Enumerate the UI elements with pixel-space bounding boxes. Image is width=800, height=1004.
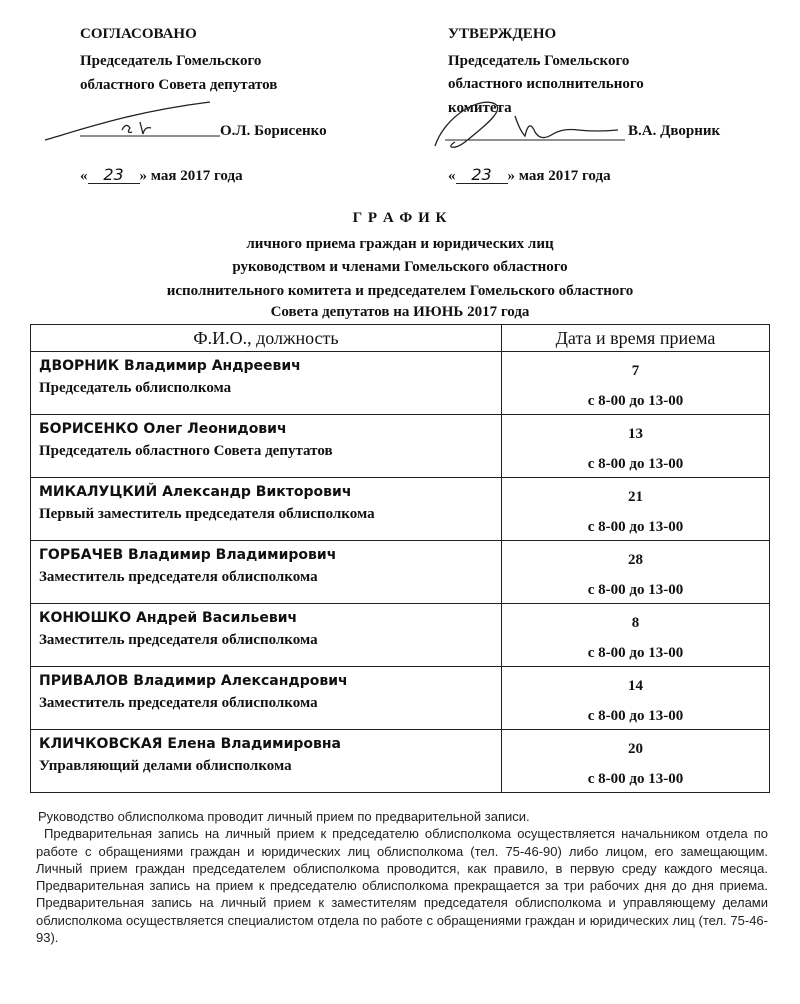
- name-cell: [31, 352, 502, 415]
- name-cell: [31, 478, 502, 541]
- person-position: Председатель областного Совета депутатов: [39, 443, 333, 459]
- date-quote-open: «: [448, 168, 456, 184]
- approval-line3-right: комитета: [448, 100, 512, 116]
- date-rest-left: » мая 2017 года: [139, 168, 243, 184]
- notes-section: [36, 808, 768, 946]
- table-row: [31, 415, 770, 478]
- title-line3: исполнительного комитета и председателем Гомельского областного: [166, 283, 634, 299]
- reception-time: с 8-00 до 13-00: [587, 645, 684, 661]
- table-row: [31, 730, 770, 793]
- reception-day: 20: [628, 741, 643, 757]
- person-name: ПРИВАЛОВ Владимир Александрович: [39, 673, 348, 689]
- table-row: [31, 667, 770, 730]
- reception-time: с 8-00 до 13-00: [587, 393, 684, 409]
- name-cell: [31, 415, 502, 478]
- name-cell: [31, 667, 502, 730]
- approval-heading-left: СОГЛАСОВАНО: [80, 26, 197, 42]
- person-position: Управляющий делами облисполкома: [39, 758, 292, 774]
- table-row: [31, 352, 770, 415]
- person-position: Заместитель председателя облисполкома: [39, 569, 318, 585]
- reception-day: 7: [631, 363, 640, 379]
- signature-right: [425, 96, 625, 156]
- title-line4: Совета депутатов на ИЮНЬ 2017 года: [270, 304, 530, 320]
- date-cell: [502, 478, 770, 541]
- date-rest-right: » мая 2017 года: [507, 168, 611, 184]
- reception-day: 13: [628, 426, 643, 442]
- reception-time: с 8-00 до 13-00: [587, 708, 684, 724]
- person-name: КОНЮШКО Андрей Васильевич: [39, 610, 298, 626]
- name-cell: [31, 541, 502, 604]
- column-header-date: Дата и время приема: [502, 325, 770, 352]
- signer-right: В.А. Дворник: [628, 123, 721, 139]
- reception-day: 21: [628, 489, 643, 505]
- person-name: КЛИЧКОВСКАЯ Елена Владимировна: [39, 736, 341, 752]
- person-name: МИКАЛУЦКИЙ Александр Викторович: [39, 484, 352, 500]
- approval-line1-right: Председатель Гомельского: [448, 53, 630, 69]
- date-day-right: 23: [456, 167, 508, 184]
- note-paragraph-2: Предварительная запись на личный прием к председателю облисполкома осуществляется начальником отдела по работе с обращениями граждан и юридических лиц облисполкома (тел. 75-46-90) либо лицом, его замещающим. Личный прием граждан председателем облисполкома проводится, как правило, в первую среду каждого месяца. Предварительная запись на прием к председателю облисполкома прекращается за три рабочих дня до дня приема. Предварительная запись на личный прием к заместителям председателя облисполкома и управляющему делами облисполкома осуществляется специалистом отдела по работе с обращениями граждан и юридических лиц (тел. 75-46-93).: [36, 826, 768, 946]
- approval-line2-left: областного Совета депутатов: [80, 77, 278, 93]
- date-line-right: [448, 166, 611, 186]
- person-position: Председатель облисполкома: [39, 380, 232, 396]
- reception-time: с 8-00 до 13-00: [587, 771, 684, 787]
- title-line2: руководством и членами Гомельского областного: [232, 259, 568, 275]
- date-cell: [502, 730, 770, 793]
- person-name: БОРИСЕНКО Олег Леонидович: [39, 421, 287, 437]
- approval-line1-left: Председатель Гомельского: [80, 53, 262, 69]
- date-cell: [502, 667, 770, 730]
- reception-time: с 8-00 до 13-00: [587, 456, 684, 472]
- name-cell: [31, 730, 502, 793]
- approval-line2-right: областного исполнительного: [448, 76, 644, 92]
- date-cell: [502, 415, 770, 478]
- name-cell: [31, 604, 502, 667]
- document-title: Г Р А Ф И К: [352, 210, 448, 226]
- reception-time: с 8-00 до 13-00: [587, 519, 684, 535]
- date-cell: [502, 541, 770, 604]
- signer-left: О.Л. Борисенко: [220, 123, 327, 139]
- schedule-table: [30, 324, 770, 793]
- person-name: ДВОРНИК Владимир Андреевич: [39, 358, 301, 374]
- reception-day: 14: [628, 678, 643, 694]
- title-line1: личного приема граждан и юридических лиц: [246, 236, 554, 252]
- person-position: Первый заместитель председателя облисполкома: [39, 506, 375, 522]
- signature-left: [40, 100, 220, 148]
- approval-heading-right: УТВЕРЖДЕНО: [448, 26, 557, 42]
- date-cell: [502, 352, 770, 415]
- reception-day: 8: [631, 615, 640, 631]
- date-cell: [502, 604, 770, 667]
- reception-time: с 8-00 до 13-00: [587, 582, 684, 598]
- table-header-row: [31, 325, 770, 352]
- table-row: [31, 478, 770, 541]
- date-line-left: [80, 166, 243, 186]
- date-day-left: 23: [88, 167, 140, 184]
- reception-day: 28: [628, 552, 643, 568]
- note-paragraph-1: Руководство облисполкома проводит личный прием по предварительной записи.: [38, 809, 530, 824]
- table-row: [31, 604, 770, 667]
- column-header-name: Ф.И.О., должность: [31, 325, 502, 352]
- person-position: Заместитель председателя облисполкома: [39, 632, 318, 648]
- person-name: ГОРБАЧЕВ Владимир Владимирович: [39, 547, 337, 563]
- date-quote-open: «: [80, 168, 88, 184]
- person-position: Заместитель председателя облисполкома: [39, 695, 318, 711]
- table-row: [31, 541, 770, 604]
